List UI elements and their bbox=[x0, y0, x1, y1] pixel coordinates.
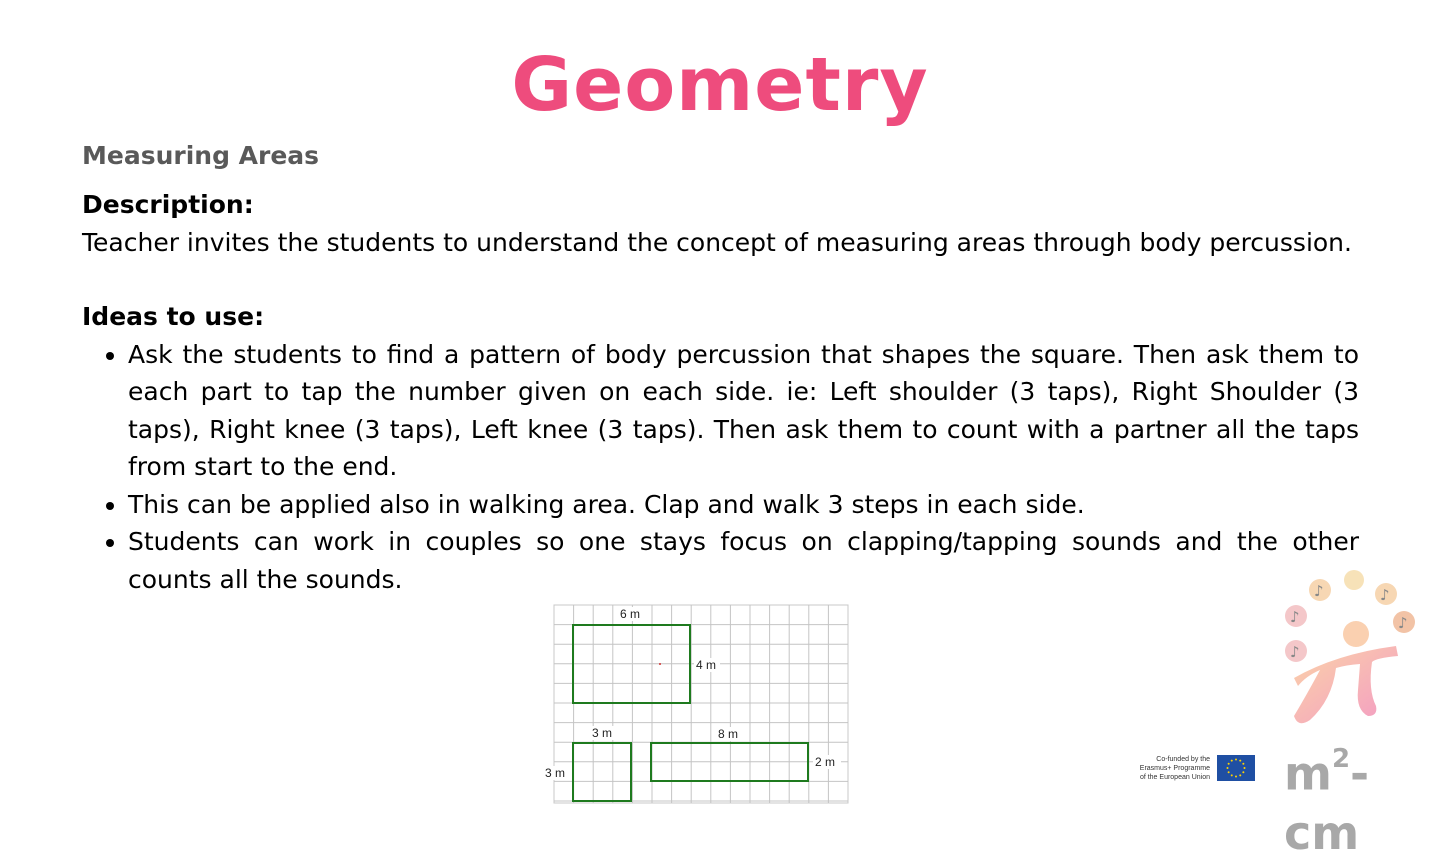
svg-text:♪: ♪ bbox=[1398, 614, 1408, 632]
idea-item: • This can be applied also in walking area. Clap and walk 3 steps in each side. bbox=[128, 486, 1359, 524]
idea-item: • Students can work in couples so one stays focus on clapping/tapping sounds and the other counts all the sounds. bbox=[128, 523, 1359, 598]
slide-title: Geometry bbox=[511, 42, 929, 128]
brand-main: m bbox=[1284, 746, 1332, 801]
svg-text:♪: ♪ bbox=[1314, 582, 1324, 600]
pi-icon bbox=[1294, 621, 1398, 723]
label-3m-side: 3 m bbox=[545, 766, 566, 780]
brand-rest: -cm bbox=[1284, 746, 1370, 861]
description-text: Teacher invites the students to understand the concept of measuring areas through body percussion. bbox=[82, 227, 1352, 257]
slide-subtitle: Measuring Areas bbox=[82, 141, 320, 170]
idea-item: • Ask the students to find a pattern of body percussion that shapes the square. Then ask them to each part to tap the number given on each side. ie: Left shoulder (3 taps), Right Shoulder (3 taps), Right knee (3 taps), Left knee (3 taps). Then ask them to count with a partner all the taps from start to the end. bbox=[128, 336, 1359, 486]
center-dot bbox=[659, 663, 661, 665]
description-heading: Description: bbox=[82, 190, 254, 219]
svg-text:♪: ♪ bbox=[1290, 643, 1300, 661]
m2cm-brand-logo bbox=[1284, 735, 1440, 863]
label-3m-top: 3 m bbox=[592, 726, 613, 740]
brand-sup: 2 bbox=[1331, 744, 1351, 774]
ideas-heading: Ideas to use: bbox=[82, 302, 265, 331]
label-2m: 2 m bbox=[815, 755, 836, 769]
svg-text:♪: ♪ bbox=[1380, 586, 1390, 604]
eu-cofunded-logo bbox=[1128, 752, 1258, 784]
eu-line-2: Erasmus+ Programme bbox=[1139, 765, 1210, 772]
eu-line-3: of the European Union bbox=[1139, 774, 1210, 781]
label-8m: 8 m bbox=[718, 727, 739, 741]
svg-text:♪: ♪ bbox=[1290, 608, 1300, 626]
eu-line-1: Co-funded by the bbox=[1156, 756, 1210, 763]
pi-music-logo bbox=[1276, 570, 1426, 730]
label-4m: 4 m bbox=[696, 658, 717, 672]
area-grid-figure bbox=[538, 603, 850, 805]
slide-content bbox=[82, 186, 1359, 598]
ideas-list bbox=[82, 336, 1359, 599]
label-6m: 6 m bbox=[620, 607, 641, 621]
